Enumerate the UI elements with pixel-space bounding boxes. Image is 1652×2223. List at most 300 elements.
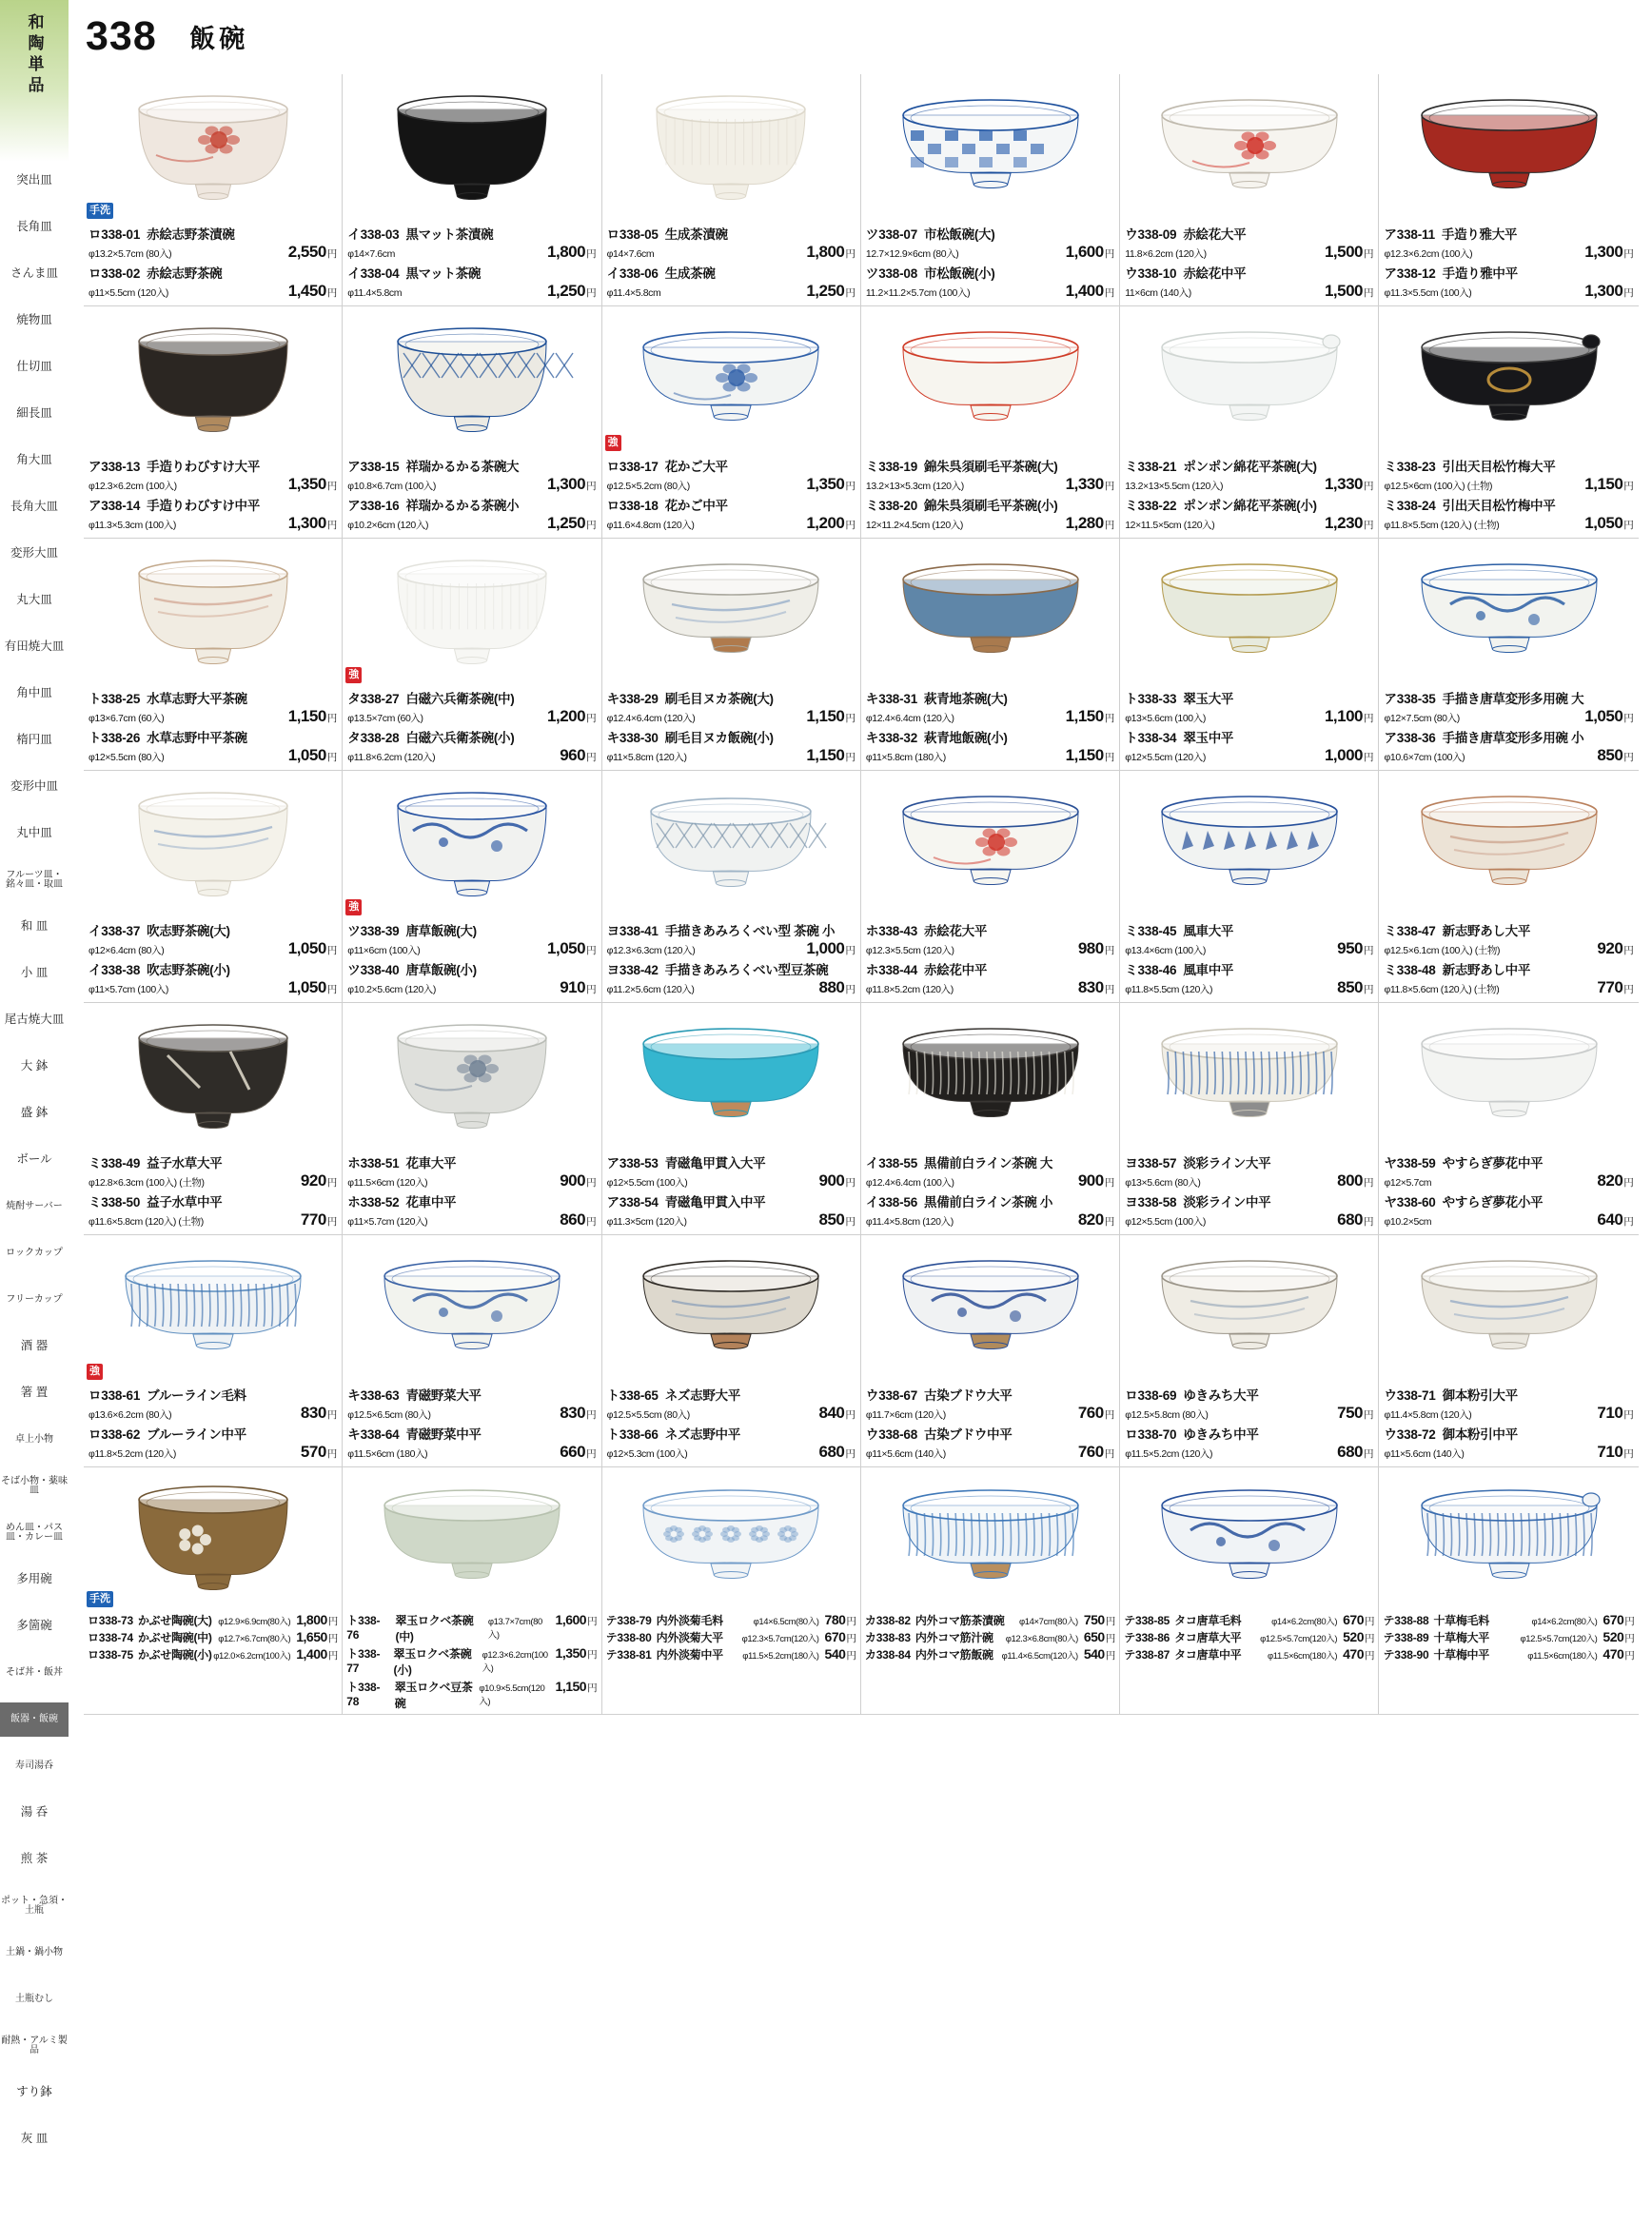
product-price: 1,050: [287, 978, 326, 996]
product-price: 1,350: [806, 475, 845, 493]
sidebar-item-label: フルーツ皿・銘々皿・取皿: [6, 869, 63, 890]
product-code: テ338-80: [605, 1631, 652, 1644]
product-spec: φ14×6.2cm(80入): [1531, 1617, 1598, 1627]
product-grid: [84, 74, 1639, 1715]
product-entry-spec: [1384, 978, 1633, 997]
currency-symbol: 円: [326, 481, 338, 492]
product-name: 翠玉ロクベ茶碗(小): [393, 1647, 472, 1677]
product-code: ト338-65: [606, 1388, 659, 1403]
currency-symbol: 円: [845, 1177, 856, 1189]
product-name: ブルーライン毛料: [147, 1388, 246, 1403]
product-entry-title: [347, 959, 596, 978]
product-name: 淡彩ライン中平: [1183, 1195, 1271, 1210]
sidebar-item-14[interactable]: [0, 770, 69, 804]
product-spec: φ11×6cm (100入): [347, 945, 421, 956]
sidebar-item-label: 酒 器: [20, 1339, 49, 1353]
product-entry-title: [88, 1385, 337, 1404]
product-info: [861, 1151, 1119, 1234]
product-entry-spec: [88, 514, 337, 533]
product-info: [602, 918, 860, 1002]
sidebar-item-28[interactable]: [0, 1423, 69, 1457]
currency-symbol: 円: [1363, 752, 1374, 763]
badge-tsuyo: 強: [605, 435, 621, 451]
product-photo: [861, 771, 1119, 918]
product-entry-spec: [347, 282, 596, 301]
sidebar-item-37[interactable]: [0, 1842, 69, 1877]
product-info: [1120, 1610, 1378, 1665]
product-photo: [1379, 539, 1638, 686]
product-code: テ338-89: [1383, 1631, 1429, 1644]
product-cell[interactable]: [1120, 306, 1379, 539]
sidebar-item-label: 煎 茶: [20, 1852, 49, 1866]
sidebar-item-22[interactable]: [0, 1143, 69, 1177]
product-code: ミ338-45: [1125, 924, 1177, 938]
product-info: [1120, 1151, 1378, 1234]
badge-tsuyo: 強: [345, 667, 362, 683]
product-name: 錦朱呉須刷毛平茶碗(小): [924, 499, 1058, 513]
product-info: [1379, 222, 1638, 305]
currency-symbol: 円: [1364, 1616, 1375, 1627]
sidebar-item-30[interactable]: [0, 1516, 69, 1550]
product-spec: φ11×5.7cm (120入): [347, 1216, 428, 1228]
product-cell[interactable]: [343, 74, 601, 306]
product-spec: φ12.5×5.8cm (80入): [1125, 1409, 1209, 1421]
product-info: [1120, 686, 1378, 770]
sidebar-item-4[interactable]: [0, 304, 69, 338]
product-cell[interactable]: [1379, 1235, 1638, 1467]
product-cell[interactable]: [1120, 74, 1379, 306]
product-code: ロ338-05: [606, 227, 659, 242]
product-spec: φ11×5.6cm (140入): [865, 1448, 946, 1460]
product-cell[interactable]: [1120, 1467, 1379, 1715]
product-cell[interactable]: [84, 1235, 343, 1467]
product-entry-title: [347, 456, 596, 475]
product-cell[interactable]: [1379, 306, 1638, 539]
product-entry-title: [1384, 959, 1633, 978]
product-cell[interactable]: [861, 1467, 1120, 1715]
product-cell[interactable]: [1120, 1235, 1379, 1467]
product-entry: [1383, 1612, 1634, 1628]
product-name: 花かご中平: [664, 499, 728, 513]
product-price: 1,150: [806, 707, 845, 725]
product-spec: φ11.4×5.8cm: [606, 287, 661, 299]
product-cell[interactable]: [1120, 1003, 1379, 1235]
product-spec: φ11.5×6cm (180入): [347, 1448, 428, 1460]
product-cell[interactable]: [84, 771, 343, 1003]
currency-symbol: 円: [326, 287, 338, 299]
product-entry-title: [866, 1191, 1114, 1210]
sidebar-item-label: 卓上小物: [15, 1433, 53, 1445]
product-price: 820: [1597, 1171, 1623, 1190]
currency-symbol: 円: [1104, 287, 1115, 299]
product-spec: φ11×5.5cm (120入): [88, 287, 168, 299]
product-entry-spec: [607, 939, 856, 958]
sidebar-item-29[interactable]: [0, 1469, 69, 1504]
product-cell[interactable]: [861, 1235, 1120, 1467]
product-entry: [606, 1612, 856, 1628]
product-name: 黒マット茶漬碗: [405, 227, 494, 242]
sidebar-item-label: そば丼・飯丼: [6, 1666, 63, 1678]
currency-symbol: 円: [1104, 248, 1115, 260]
product-entry-spec: [347, 514, 596, 533]
product-spec: φ10.2×5cm: [1384, 1216, 1432, 1228]
product-price: 640: [1597, 1210, 1623, 1229]
product-spec: φ11.4×5.8cm (120入): [865, 1216, 954, 1228]
product-spec: φ11.7×6cm (120入): [865, 1409, 946, 1421]
product-entry-title: [1125, 959, 1373, 978]
sidebar-item-13[interactable]: [0, 723, 69, 757]
product-code: ト338-25: [88, 692, 141, 706]
product-info: [1379, 1151, 1638, 1234]
product-entry-spec: [347, 707, 596, 726]
sidebar-item-41[interactable]: [0, 2029, 69, 2063]
currency-symbol: 円: [1363, 481, 1374, 492]
product-entry-spec: [88, 746, 337, 765]
product-spec: 13.2×13×5.3cm (120入): [865, 481, 964, 492]
sidebar-item-7[interactable]: [0, 443, 69, 478]
product-spec: φ11.4×5.8cm: [347, 287, 403, 299]
product-entry-spec: [1125, 282, 1373, 301]
product-name: 唐草飯碗(小): [405, 963, 477, 977]
product-code: キ338-29: [606, 692, 659, 706]
product-cell[interactable]: [861, 539, 1120, 771]
product-entry-spec: [866, 978, 1114, 997]
product-price: 1,500: [1324, 282, 1363, 300]
product-code: ア338-14: [88, 499, 141, 513]
product-name: 御本粉引大平: [1442, 1388, 1518, 1403]
product-cell[interactable]: [84, 74, 343, 306]
product-price: 470: [1603, 1646, 1624, 1662]
product-entry-spec: [866, 282, 1114, 301]
product-cell[interactable]: [861, 1003, 1120, 1235]
product-cell[interactable]: [343, 771, 601, 1003]
product-cell[interactable]: [602, 1467, 861, 1715]
currency-symbol: 円: [586, 945, 597, 956]
product-info: [861, 918, 1119, 1002]
product-entry-spec: [88, 1210, 337, 1230]
product-photo: [84, 306, 342, 454]
sidebar-item-label: 焼物皿: [16, 313, 52, 327]
product-price: 650: [1083, 1629, 1105, 1644]
sidebar-item-40[interactable]: [0, 1982, 69, 2016]
product-price: 1,150: [806, 746, 845, 764]
sidebar-item-label: 角中皿: [16, 686, 52, 700]
product-entry-spec: [1384, 282, 1633, 301]
product-code: ミ338-20: [865, 499, 918, 513]
product-spec: φ13.2×5.7cm (80入): [88, 248, 172, 260]
product-spec: φ11.8×5.2cm (120入): [88, 1448, 176, 1460]
product-price: 1,300: [287, 514, 326, 532]
sidebar-item-32[interactable]: [0, 1609, 69, 1643]
product-code: キ338-30: [606, 731, 659, 745]
product-name: 生成茶碗: [664, 266, 716, 281]
product-price: 1,200: [547, 707, 586, 725]
product-name: タコ唐草中平: [1174, 1648, 1242, 1662]
product-code: ヨ338-41: [606, 924, 659, 938]
product-name: 市松飯碗(大): [924, 227, 995, 242]
sidebar-item-35[interactable]: [0, 1749, 69, 1783]
product-code: ヨ338-57: [1125, 1156, 1177, 1171]
product-entry: [88, 1629, 338, 1645]
product-cell[interactable]: [602, 1003, 861, 1235]
product-spec: φ12.5×5.7cm(120入): [1520, 1634, 1598, 1644]
sidebar-item-label: 変形中皿: [10, 779, 58, 794]
sidebar-item-42[interactable]: [0, 2075, 69, 2110]
product-entry-spec: [1384, 707, 1633, 726]
product-entry-title: [1384, 1385, 1633, 1404]
sidebar-item-12[interactable]: [0, 677, 69, 711]
sidebar-item-label: 飯器・飯碗: [10, 1713, 58, 1724]
product-cell[interactable]: [84, 1467, 343, 1715]
sidebar-item-16[interactable]: [0, 863, 69, 897]
product-photo: [602, 1467, 860, 1610]
sidebar-item-26[interactable]: [0, 1329, 69, 1364]
product-entry-spec: [1125, 1210, 1373, 1230]
product-code: ア338-15: [347, 460, 400, 474]
product-price: 710: [1597, 1443, 1623, 1461]
sidebar-item-label: すり鉢: [16, 2085, 52, 2099]
product-code: テ338-90: [1383, 1648, 1429, 1662]
product-entry-spec: [607, 514, 856, 533]
product-price: 660: [560, 1443, 586, 1461]
sidebar-item-38[interactable]: [0, 1889, 69, 1923]
product-entry-spec: [1384, 1171, 1633, 1190]
product-entry-title: [866, 456, 1114, 475]
product-name: 白磁六兵衛茶碗(小): [405, 731, 515, 745]
product-photo: [602, 1003, 860, 1151]
product-photo: [1120, 1235, 1378, 1383]
sidebar-item-21[interactable]: [0, 1096, 69, 1131]
product-code: ロ338-73: [88, 1614, 133, 1627]
product-code: ロ338-02: [88, 266, 141, 281]
product-cell[interactable]: [1379, 1003, 1638, 1235]
product-cell[interactable]: [1379, 1467, 1638, 1715]
sidebar-item-31[interactable]: [0, 1563, 69, 1597]
product-entry-title: [1125, 1191, 1373, 1210]
sidebar-item-11[interactable]: [0, 630, 69, 664]
product-code: ヤ338-59: [1384, 1156, 1436, 1171]
currency-symbol: 円: [326, 1409, 338, 1421]
product-spec: 11×6cm (140入): [1125, 287, 1191, 299]
product-code: ロ338-62: [88, 1427, 141, 1442]
currency-symbol: 円: [1363, 248, 1374, 260]
product-price: 1,150: [1065, 707, 1104, 725]
product-spec: φ12.5×6cm (100入) (土物): [1384, 481, 1493, 492]
sidebar-item-3[interactable]: [0, 257, 69, 291]
product-info: [84, 1151, 342, 1234]
currency-symbol: 円: [326, 752, 338, 763]
product-code: ロ338-75: [88, 1648, 133, 1662]
currency-symbol: 円: [1623, 752, 1634, 763]
product-name: 手造りわびすけ中平: [147, 499, 260, 513]
product-name: ポンポン綿花平茶碗(小): [1183, 499, 1317, 513]
product-name: 風車大平: [1183, 924, 1234, 938]
product-photo: [343, 539, 600, 686]
product-entry-spec: [866, 746, 1114, 765]
sidebar-item-label: 長角大皿: [10, 500, 58, 514]
sidebar-item-25[interactable]: [0, 1283, 69, 1317]
product-cell[interactable]: [84, 306, 343, 539]
product-name: 新志野あし中平: [1442, 963, 1531, 977]
product-code: ア338-16: [347, 499, 400, 513]
sidebar-item-36[interactable]: [0, 1796, 69, 1830]
product-price: 980: [1077, 939, 1104, 957]
product-price: 1,800: [806, 243, 845, 261]
sidebar-item-19[interactable]: [0, 1003, 69, 1037]
sidebar-item-9[interactable]: [0, 537, 69, 571]
sidebar-item-label: 突出皿: [16, 173, 52, 187]
product-code: イ338-04: [347, 266, 400, 281]
product-info: [1379, 454, 1638, 538]
product-entry-title: [866, 1152, 1114, 1171]
product-cell[interactable]: [602, 306, 861, 539]
product-price: 1,250: [547, 514, 586, 532]
sidebar-item-10[interactable]: [0, 583, 69, 618]
product-name: 萩青地飯碗(小): [924, 731, 1008, 745]
product-price: 1,400: [1065, 282, 1104, 300]
product-entry-title: [1125, 688, 1373, 707]
product-entry-title: [866, 688, 1114, 707]
product-cell[interactable]: [343, 1467, 601, 1715]
product-spec: φ14×7.6cm: [347, 248, 395, 260]
product-price: 850: [1597, 746, 1623, 764]
sidebar-item-27[interactable]: [0, 1376, 69, 1410]
product-entry-spec: [347, 978, 596, 997]
product-code: ア338-13: [88, 460, 141, 474]
product-photo: [84, 74, 342, 222]
currency-symbol: 円: [1363, 1216, 1374, 1228]
product-name: 花かご大平: [664, 460, 728, 474]
sidebar-item-43[interactable]: [0, 2122, 69, 2156]
sidebar-item-23[interactable]: [0, 1190, 69, 1224]
sidebar-item-20[interactable]: [0, 1050, 69, 1084]
product-entry-spec: [88, 978, 337, 997]
product-spec: φ11.5×5.2cm(180入): [742, 1651, 819, 1662]
product-cell[interactable]: [343, 539, 601, 771]
product-cell[interactable]: [1379, 771, 1638, 1003]
product-info: [84, 454, 342, 538]
product-cell[interactable]: [1379, 539, 1638, 771]
product-cell[interactable]: [343, 1003, 601, 1235]
product-cell[interactable]: [861, 771, 1120, 1003]
product-price: 1,050: [287, 746, 326, 764]
product-entry-title: [88, 959, 337, 978]
product-cell[interactable]: [1120, 539, 1379, 771]
product-spec: φ12.5×5.5cm (80入): [606, 1409, 690, 1421]
product-entry: [865, 1629, 1115, 1645]
sidebar-item-34[interactable]: [0, 1702, 69, 1737]
sidebar-item-8[interactable]: [0, 490, 69, 524]
product-code: カ338-84: [864, 1648, 911, 1662]
sidebar-item-6[interactable]: [0, 397, 69, 431]
currency-symbol: 円: [846, 1616, 856, 1627]
product-spec: φ10.6×7cm (100入): [1384, 752, 1465, 763]
product-spec: φ11.8×5.5cm (120入): [1125, 984, 1213, 995]
sidebar-item-2[interactable]: [0, 210, 69, 245]
product-cell[interactable]: [602, 771, 861, 1003]
product-photo: [1120, 771, 1378, 918]
badge-tearai: 手洗: [87, 203, 113, 219]
sidebar-item-label: 多箇碗: [16, 1619, 52, 1633]
currency-symbol: 円: [587, 1616, 598, 1627]
product-entry-spec: [866, 939, 1114, 958]
product-spec: φ11.8×5.6cm (120入) (土物): [1384, 984, 1500, 995]
product-price: 1,500: [1324, 243, 1363, 261]
product-price: 1,600: [555, 1612, 587, 1627]
product-cell[interactable]: [343, 1235, 601, 1467]
product-name: 青磁野菜大平: [405, 1388, 482, 1403]
currency-symbol: 円: [1363, 520, 1374, 531]
product-name: 内外淡菊中平: [656, 1648, 723, 1662]
sidebar-item-1[interactable]: [0, 164, 69, 198]
product-spec: φ11.2×5.6cm (120入): [606, 984, 695, 995]
product-cell[interactable]: [84, 539, 343, 771]
product-price: 1,150: [555, 1679, 587, 1694]
product-price: 680: [1337, 1443, 1363, 1461]
product-cell[interactable]: [1379, 74, 1638, 306]
sidebar-item-18[interactable]: [0, 956, 69, 991]
product-entry-title: [866, 495, 1114, 514]
product-entry-title: [607, 263, 856, 282]
product-price: 1,650: [296, 1629, 327, 1644]
currency-symbol: 円: [1105, 1616, 1116, 1627]
product-entry-title: [866, 1385, 1114, 1404]
product-code: テ338-85: [1124, 1614, 1170, 1627]
product-cell[interactable]: [861, 74, 1120, 306]
product-spec: 12×11.5×5cm (120入): [1125, 520, 1215, 531]
sidebar-item-33[interactable]: [0, 1656, 69, 1690]
product-code: ア338-11: [1384, 227, 1435, 242]
sidebar-item-5[interactable]: [0, 350, 69, 384]
product-cell[interactable]: [343, 306, 601, 539]
product-name: 内外コマ筋茶漬碗: [914, 1614, 1005, 1627]
product-entry-spec: [607, 282, 856, 301]
sidebar-item-39[interactable]: [0, 1936, 69, 1970]
product-price: 850: [818, 1210, 845, 1229]
product-code: テ338-88: [1383, 1614, 1429, 1627]
product-info: [84, 222, 342, 305]
currency-symbol: 円: [1623, 248, 1634, 260]
product-cell[interactable]: [84, 1003, 343, 1235]
product-entry-spec: [347, 1443, 596, 1462]
product-name: ポンポン綿花平茶碗(大): [1183, 460, 1317, 474]
currency-symbol: 円: [1105, 1650, 1116, 1662]
product-photo: [1120, 1003, 1378, 1151]
product-cell[interactable]: [602, 74, 861, 306]
product-entry-spec: [1125, 707, 1373, 726]
product-entry-spec: [347, 939, 596, 958]
product-cell[interactable]: [602, 539, 861, 771]
product-spec: φ11.5×6cm(180入): [1527, 1651, 1598, 1662]
product-cell[interactable]: [861, 306, 1120, 539]
product-entry-title: [88, 456, 337, 475]
product-info: [343, 1383, 600, 1466]
product-info: [84, 1610, 342, 1665]
product-entry-spec: [347, 1404, 596, 1423]
currency-symbol: 円: [846, 1633, 856, 1644]
product-name: 古染ブドウ大平: [924, 1388, 1013, 1403]
product-spec: φ12×7.5cm (80入): [1384, 713, 1460, 724]
sidebar-item-24[interactable]: [0, 1236, 69, 1270]
product-cell[interactable]: [602, 1235, 861, 1467]
product-cell[interactable]: [1120, 771, 1379, 1003]
sidebar-item-label: めん皿・パス皿・カレー皿: [6, 1522, 63, 1543]
product-price: 1,400: [296, 1646, 327, 1662]
currency-symbol: 円: [586, 1177, 597, 1189]
sidebar-item-17[interactable]: [0, 910, 69, 944]
product-price: 1,330: [1324, 475, 1363, 493]
sidebar-item-15[interactable]: [0, 816, 69, 851]
